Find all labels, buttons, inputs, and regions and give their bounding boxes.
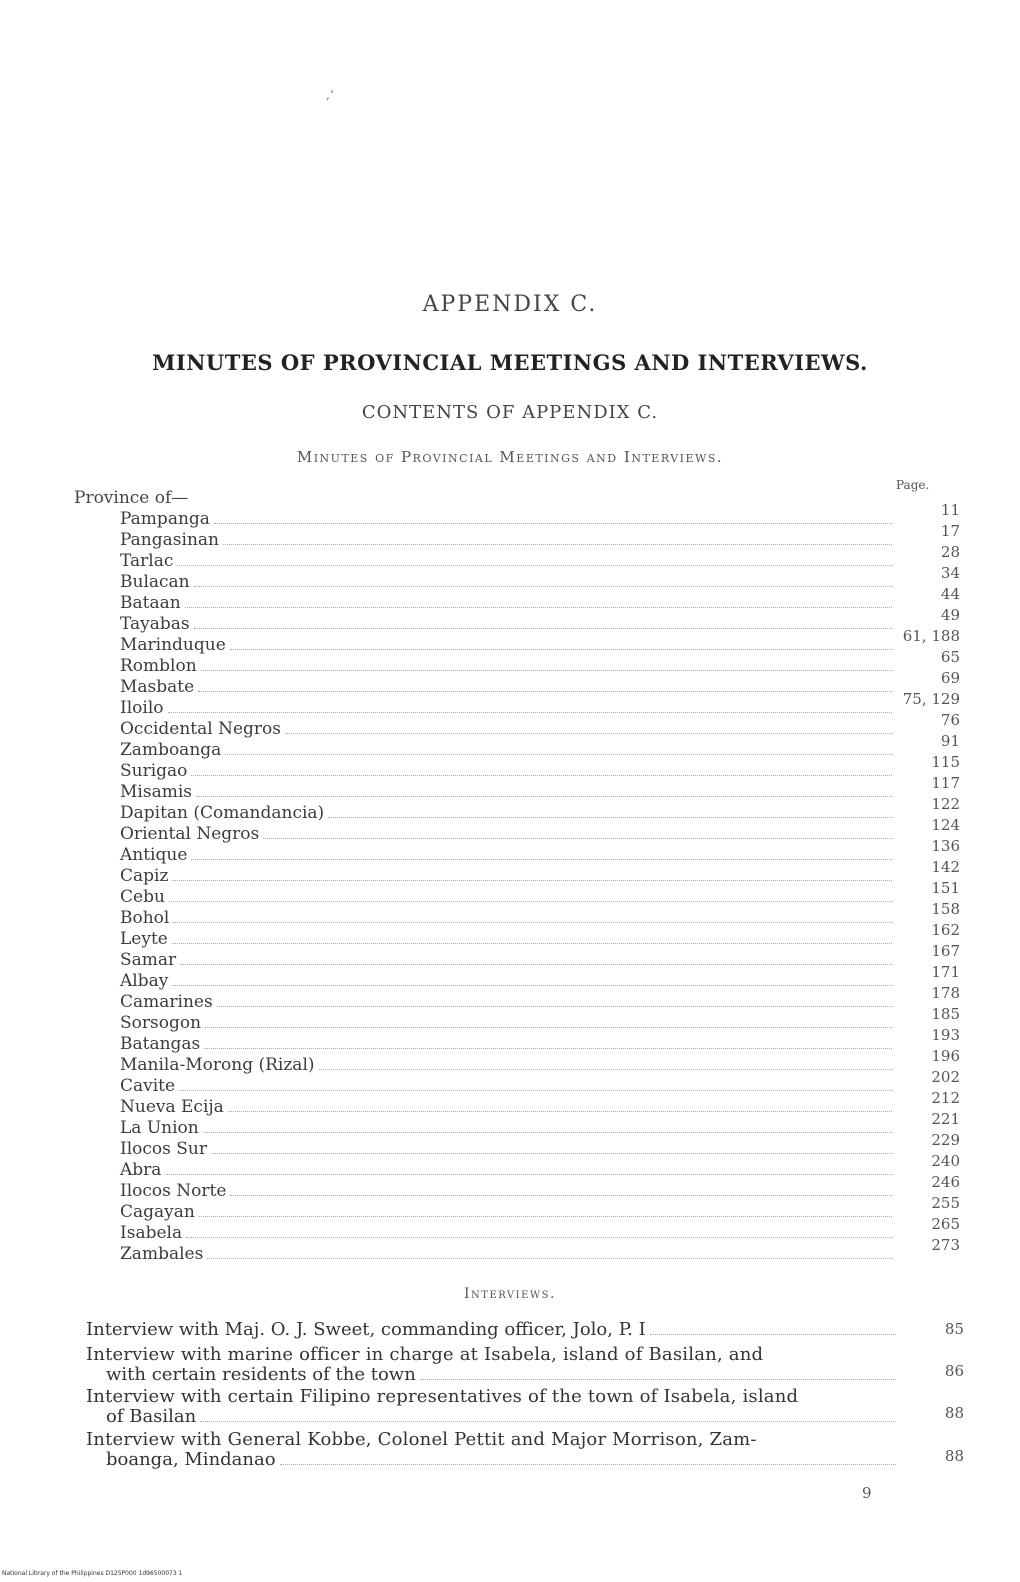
province-page-number: 178 — [931, 984, 960, 1002]
province-page-number: 117 — [931, 774, 960, 792]
province-page-number: 240 — [931, 1152, 960, 1170]
dot-leader — [191, 774, 892, 776]
toc-row — [120, 572, 892, 593]
province-name: Iloilo — [120, 698, 164, 718]
page-number: 9 — [862, 1484, 872, 1502]
toc-row — [120, 1139, 892, 1160]
dot-leader — [165, 1173, 892, 1175]
dot-leader — [173, 921, 892, 923]
province-name: Bataan — [120, 593, 181, 613]
toc-row — [120, 950, 892, 971]
province-name: Ilocos Sur — [120, 1139, 207, 1159]
dot-leader — [177, 564, 892, 566]
dot-leader — [204, 1047, 892, 1049]
toc-row — [120, 1223, 892, 1244]
province-page-number: 65 — [940, 648, 960, 666]
dot-leader — [172, 879, 892, 881]
toc-row — [120, 635, 892, 656]
interview-page-number: 88 — [944, 1447, 964, 1465]
province-name: Bulacan — [120, 572, 190, 592]
province-name: Samar — [120, 950, 177, 970]
dot-leader — [185, 606, 892, 608]
toc-row — [120, 929, 892, 950]
dot-leader — [168, 711, 893, 713]
toc-row — [120, 1202, 892, 1223]
province-page-number: 167 — [931, 942, 960, 960]
toc-row — [120, 1034, 892, 1055]
dot-leader — [169, 900, 892, 902]
interview-entry — [86, 1387, 896, 1427]
dot-leader — [650, 1333, 896, 1335]
dot-leader — [207, 1257, 892, 1259]
province-name: Manila-Morong (Rizal) — [120, 1055, 315, 1075]
province-name: Marinduque — [120, 635, 226, 655]
dot-leader — [198, 690, 892, 692]
province-page-number: 124 — [931, 816, 960, 834]
province-page-number: 193 — [931, 1026, 960, 1044]
province-name: Antique — [120, 845, 188, 865]
province-page-number: 171 — [931, 963, 960, 981]
province-page-number: 196 — [931, 1047, 960, 1065]
dot-leader — [420, 1378, 896, 1380]
province-page-number: 115 — [931, 753, 960, 771]
province-name: Nueva Ecija — [120, 1097, 224, 1117]
province-name: Tayabas — [120, 614, 190, 634]
province-name: Sorsogon — [120, 1013, 202, 1033]
dot-leader — [228, 1110, 892, 1112]
province-name: Dapitan (Comandancia) — [120, 803, 325, 823]
dot-leader — [263, 837, 892, 839]
province-page-number: 265 — [931, 1215, 960, 1233]
province-of-label: Province of— — [74, 488, 189, 508]
dot-leader — [285, 732, 892, 734]
province-page-number: 202 — [931, 1068, 960, 1086]
province-name: Pampanga — [120, 509, 210, 529]
toc-row — [120, 1055, 892, 1076]
province-page-number: 136 — [931, 837, 960, 855]
dot-leader — [211, 1152, 892, 1154]
toc-row — [120, 1244, 892, 1265]
dot-leader — [230, 648, 892, 650]
toc-row — [120, 1118, 892, 1139]
province-name: La Union — [120, 1118, 199, 1138]
toc-row — [120, 1181, 892, 1202]
province-name: Albay — [120, 971, 169, 991]
province-page-number: 76 — [940, 711, 960, 729]
province-page-number: 75, 129 — [902, 690, 960, 708]
toc-row — [120, 1076, 892, 1097]
province-name: Cavite — [120, 1076, 176, 1096]
province-name: Cagayan — [120, 1202, 195, 1222]
province-name: Bohol — [120, 908, 170, 928]
province-page-number: 255 — [931, 1194, 960, 1212]
dot-leader — [180, 963, 892, 965]
province-name: Surigao — [120, 761, 188, 781]
province-name: Batangas — [120, 1034, 201, 1054]
province-page-number: 221 — [931, 1110, 960, 1128]
toc-row — [120, 677, 892, 698]
province-name: Tarlac — [120, 551, 174, 571]
dot-leader — [179, 1089, 892, 1091]
province-name: Romblon — [120, 656, 197, 676]
toc-row — [120, 1160, 892, 1181]
province-name: Capiz — [120, 866, 169, 886]
toc-row — [120, 845, 892, 866]
dot-leader — [205, 1026, 892, 1028]
dot-leader — [201, 669, 892, 671]
province-page-number: 158 — [931, 900, 960, 918]
toc-row — [120, 803, 892, 824]
toc-row — [120, 656, 892, 677]
province-page-number: 28 — [940, 543, 960, 561]
province-name: Leyte — [120, 929, 168, 949]
interview-page-number: 85 — [944, 1320, 964, 1338]
province-page-number: 69 — [940, 669, 960, 687]
dot-leader — [194, 627, 892, 629]
province-name: Oriental Negros — [120, 824, 260, 844]
dot-leader — [172, 942, 892, 944]
province-page-number: 142 — [931, 858, 960, 876]
toc-row — [120, 824, 892, 845]
province-name: Misamis — [120, 782, 192, 802]
province-page-number: 273 — [931, 1236, 960, 1254]
dot-leader — [203, 1131, 892, 1133]
province-page-number: 122 — [931, 795, 960, 813]
province-name: Zambales — [120, 1244, 204, 1264]
dot-leader — [186, 1236, 892, 1238]
interview-page-number: 88 — [944, 1404, 964, 1422]
province-page-number: 229 — [931, 1131, 960, 1149]
province-page-column — [890, 500, 960, 1256]
interview-text: Interview with marine officer in charge at Isabela, island of Basilan, and — [86, 1344, 764, 1365]
interview-entry — [86, 1345, 896, 1385]
dot-leader — [217, 1005, 892, 1007]
interview-page-number: 86 — [944, 1362, 964, 1380]
toc-row — [120, 908, 892, 929]
province-name: Masbate — [120, 677, 195, 697]
interview-text: with certain residents of the town — [106, 1364, 416, 1385]
toc-row — [120, 614, 892, 635]
interview-text: boanga, Mindanao — [106, 1449, 276, 1470]
dot-leader — [225, 753, 892, 755]
dot-leader — [199, 1215, 892, 1217]
province-name: Pangasinan — [120, 530, 219, 550]
toc-row — [120, 866, 892, 887]
province-page-number: 162 — [931, 921, 960, 939]
province-page-number: 61, 188 — [902, 627, 960, 645]
interview-entry — [86, 1320, 896, 1340]
section-subtitle: Minutes of Provincial Meetings and Interviews. — [296, 448, 724, 466]
province-name: Isabela — [120, 1223, 183, 1243]
archive-footer-note: National Library of the Philippines D125P000 1d96500073 1 — [2, 1570, 183, 1577]
province-name: Ilocos Norte — [120, 1181, 227, 1201]
interview-text: of Basilan — [106, 1406, 197, 1427]
province-name: Zamboanga — [120, 740, 222, 760]
interview-text: Interview with Maj. O. J. Sweet, commanding officer, Jolo, P. I — [86, 1319, 646, 1340]
toc-row — [120, 992, 892, 1013]
dot-leader — [200, 1420, 896, 1422]
contents-title: CONTENTS OF APPENDIX C. — [361, 402, 659, 423]
province-page-number: 11 — [940, 501, 960, 519]
dot-leader — [194, 585, 892, 587]
toc-row — [120, 719, 892, 740]
interview-text: Interview with General Kobbe, Colonel Pettit and Major Morrison, Zam- — [86, 1429, 757, 1450]
toc-row — [120, 593, 892, 614]
dot-leader — [172, 984, 892, 986]
toc-row — [120, 887, 892, 908]
toc-row — [120, 698, 892, 719]
dot-leader — [223, 543, 892, 545]
province-page-number: 185 — [931, 1005, 960, 1023]
province-page-number: 151 — [931, 879, 960, 897]
province-name: Occidental Negros — [120, 719, 282, 739]
toc-row — [120, 1097, 892, 1118]
toc-row — [120, 1013, 892, 1034]
province-page-number: 44 — [940, 585, 960, 603]
toc-row — [120, 509, 892, 530]
toc-row — [120, 761, 892, 782]
interview-entry — [86, 1430, 896, 1470]
province-page-number: 17 — [940, 522, 960, 540]
province-list — [120, 509, 892, 1265]
toc-row — [120, 971, 892, 992]
interview-text: Interview with certain Filipino representatives of the town of Isabela, island — [86, 1386, 799, 1407]
province-page-number: 49 — [940, 606, 960, 624]
province-page-number: 246 — [931, 1173, 960, 1191]
appendix-title: APPENDIX C. — [422, 292, 598, 317]
dot-leader — [328, 816, 892, 818]
province-page-number: 212 — [931, 1089, 960, 1107]
dot-leader — [196, 795, 892, 797]
main-title: MINUTES OF PROVINCIAL MEETINGS AND INTERVIEWS. — [152, 350, 868, 375]
province-page-number: 91 — [940, 732, 960, 750]
toc-row — [120, 551, 892, 572]
interviews-header: Interviews. — [464, 1286, 556, 1302]
toc-row — [120, 782, 892, 803]
province-name: Cebu — [120, 887, 165, 907]
province-page-number: 34 — [940, 564, 960, 582]
ink-speck: ,‘ — [326, 88, 334, 102]
page-column-header: Page. — [896, 478, 930, 492]
dot-leader — [191, 858, 892, 860]
dot-leader — [214, 522, 892, 524]
province-name: Camarines — [120, 992, 213, 1012]
province-name: Abra — [120, 1160, 162, 1180]
toc-row — [120, 530, 892, 551]
dot-leader — [230, 1194, 892, 1196]
dot-leader — [319, 1068, 892, 1070]
toc-row — [120, 740, 892, 761]
dot-leader — [280, 1463, 896, 1465]
